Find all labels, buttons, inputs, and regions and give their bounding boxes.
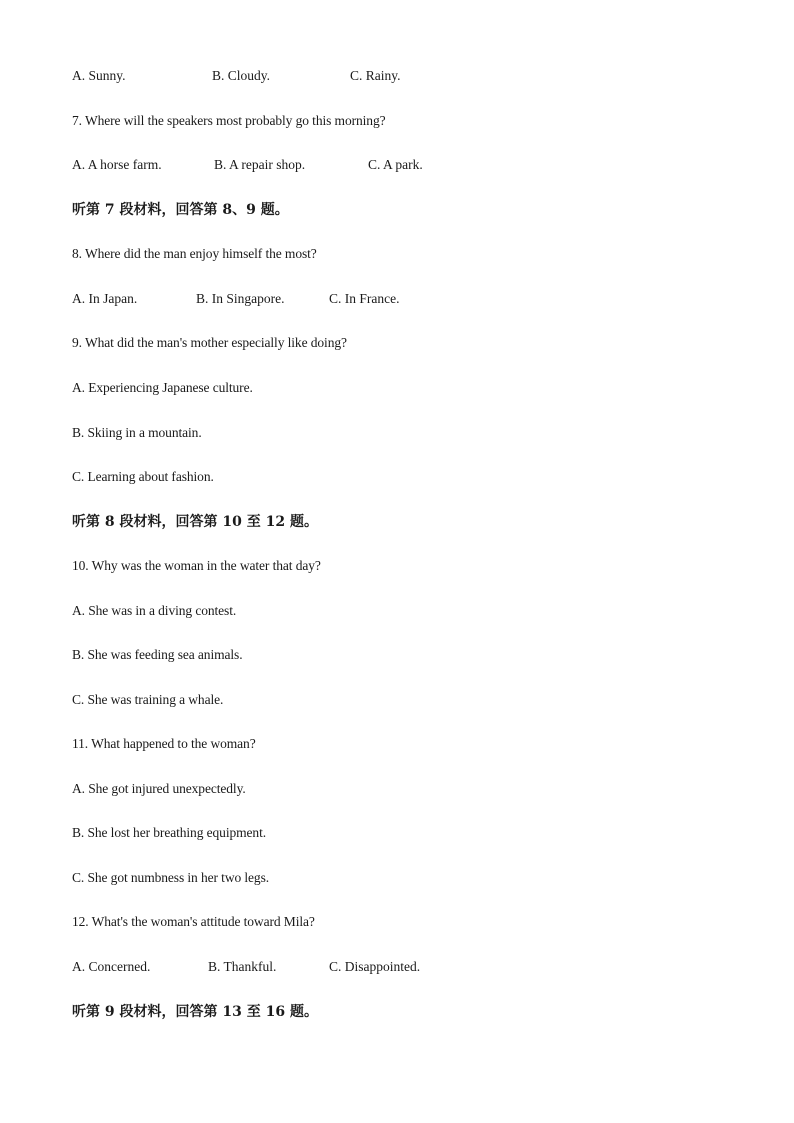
q8-option-a: A. In Japan. bbox=[72, 291, 138, 306]
q11-option-b: B. She lost her breathing equipment. bbox=[72, 825, 266, 840]
q11-option-a: A. She got injured unexpectedly. bbox=[72, 781, 246, 796]
q12-question: 12. What's the woman's attitude toward Mila? bbox=[72, 914, 315, 929]
q12-option-a: A. Concerned. bbox=[72, 959, 151, 974]
q8-option-b: B. In Singapore. bbox=[196, 291, 285, 306]
q6-option-a: A. Sunny. bbox=[72, 68, 126, 83]
q9-option-c: C. Learning about fashion. bbox=[72, 469, 214, 484]
q12-option-b: B. Thankful. bbox=[208, 959, 277, 974]
q8-option-c: C. In France. bbox=[329, 291, 400, 306]
q10-option-c: C. She was training a whale. bbox=[72, 692, 224, 707]
q10-question: 10. Why was the woman in the water that day? bbox=[72, 558, 321, 573]
section-8-heading: 听第 8 段材料，回答第 10 至 12 题。 bbox=[72, 514, 318, 530]
section-9-heading: 听第 9 段材料，回答第 13 至 16 题。 bbox=[72, 1004, 318, 1020]
section-7-heading: 听第 7 段材料，回答第 8、9 题。 bbox=[72, 202, 289, 218]
q9-option-a: A. Experiencing Japanese culture. bbox=[72, 380, 253, 395]
q7-option-c: C. A park. bbox=[368, 157, 423, 172]
q6-option-b: B. Cloudy. bbox=[212, 68, 271, 83]
q6-option-c: C. Rainy. bbox=[350, 68, 401, 83]
q9-option-b: B. Skiing in a mountain. bbox=[72, 425, 202, 440]
q7-option-b: B. A repair shop. bbox=[214, 157, 306, 172]
q10-option-a: A. She was in a diving contest. bbox=[72, 603, 237, 618]
q11-question: 11. What happened to the woman? bbox=[72, 736, 256, 751]
q9-question: 9. What did the man's mother especially like doing? bbox=[72, 335, 347, 350]
q11-option-c: C. She got numbness in her two legs. bbox=[72, 870, 270, 885]
q7-question: 7. Where will the speakers most probably go this morning? bbox=[72, 113, 386, 128]
q7-option-a: A. A horse farm. bbox=[72, 157, 162, 172]
q12-option-c: C. Disappointed. bbox=[329, 959, 421, 974]
q8-question: 8. Where did the man enjoy himself the most? bbox=[72, 246, 317, 261]
q10-option-b: B. She was feeding sea animals. bbox=[72, 647, 243, 662]
